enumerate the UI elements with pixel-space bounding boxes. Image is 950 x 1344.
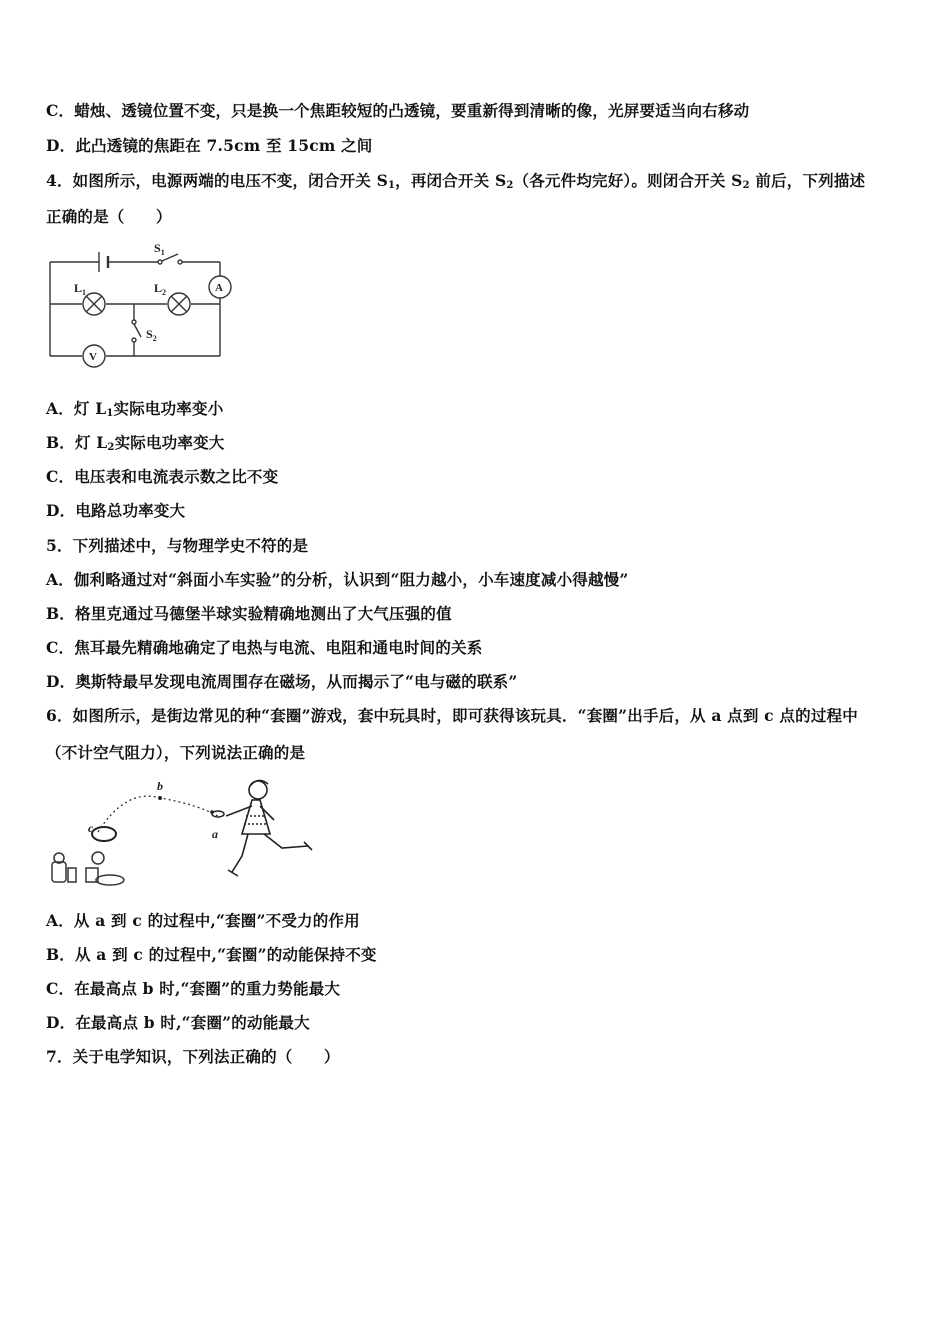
q4-stem-part: 前后，下列描述 bbox=[749, 171, 866, 190]
label-b: b bbox=[157, 779, 163, 793]
q6-stem: 6．如图所示，是街边常见的种“套圈”游戏，套中玩具时，即可获得该玩具．“套圈”出手后，从 a 点到 c 点的过程中 bbox=[46, 706, 858, 725]
q6-option-d: D．在最高点 b 时,“套圈”的动能最大 bbox=[46, 1013, 310, 1032]
q7-stem: 7．关于电学知识，下列法正确的（ ） bbox=[46, 1047, 340, 1066]
option-text: B．灯 L bbox=[46, 433, 108, 452]
label-ammeter: A bbox=[215, 282, 223, 294]
q4-option-c: C．电压表和电流表示数之比不变 bbox=[46, 467, 279, 486]
q5-option-d: D．奥斯特最早发现电流周围存在磁场，从而揭示了“电与磁的联系” bbox=[46, 672, 518, 691]
trajectory-path bbox=[98, 796, 218, 832]
subscript: 2 bbox=[506, 180, 514, 191]
subscript: 1 bbox=[387, 180, 396, 191]
subscript: 1 bbox=[106, 408, 114, 419]
q6-option-b: B．从 a 到 c 的过程中,“套圈”的动能保持不变 bbox=[46, 945, 377, 964]
switch-s2-blade bbox=[134, 324, 141, 337]
label-l2: $L_2$ bbox=[154, 281, 167, 297]
ring-toss-figure bbox=[46, 776, 316, 891]
label-c: c bbox=[88, 821, 94, 835]
point-b bbox=[158, 796, 162, 800]
q6-stem-line2: （不计空气阻力），下列说法正确的是 bbox=[46, 743, 306, 762]
label-l1: $L_1$ bbox=[74, 281, 87, 297]
option-text: A．灯 L bbox=[46, 399, 107, 418]
q6-option-c: C．在最高点 b 时,“套圈”的重力势能最大 bbox=[46, 979, 341, 998]
label-s1: $S_1$ bbox=[154, 241, 165, 257]
q5-stem: 5．下列描述中，与物理学史不符的是 bbox=[46, 536, 309, 555]
subscript: 2 bbox=[742, 180, 750, 191]
q5-option-b: B．格里克通过马德堡半球实验精确地测出了大气压强的值 bbox=[46, 604, 452, 623]
q4-option-d: D．电路总功率变大 bbox=[46, 501, 186, 520]
label-s2: $S_2$ bbox=[146, 327, 157, 343]
q5-option-a: A．伽利略通过对“斜面小车实验”的分析，认识到“阻力越小，小车速度减小得越慢” bbox=[46, 570, 629, 589]
ring-in-flight bbox=[92, 827, 116, 841]
q5-option-c: C．焦耳最先精确地确定了电热与电流、电阻和通电时间的关系 bbox=[46, 638, 483, 657]
girl-figure bbox=[226, 780, 312, 876]
q4-option-b bbox=[46, 433, 224, 458]
toys bbox=[52, 852, 124, 885]
q4-stem-part: （各元件均完好）。则闭合开关 S bbox=[513, 171, 743, 190]
label-voltmeter: V bbox=[89, 351, 97, 363]
label-a: a bbox=[212, 827, 218, 841]
option-text: 实际电功率变小 bbox=[113, 399, 224, 418]
circuit-diagram bbox=[46, 240, 241, 368]
q4-stem-part: ，再闭合开关 S bbox=[395, 171, 507, 190]
q6-option-a: A．从 a 到 c 的过程中,“套圈”不受力的作用 bbox=[46, 911, 360, 930]
q3-option-d: D．此凸透镜的焦距在 7.5cm 至 15cm 之间 bbox=[46, 136, 373, 155]
subscript: 2 bbox=[107, 442, 115, 453]
q4-stem bbox=[46, 171, 865, 196]
q4-option-a bbox=[46, 399, 223, 424]
q4-stem-line2: 正确的是（ ） bbox=[46, 207, 172, 226]
q3-option-c: C．蜡烛、透镜位置不变，只是换一个焦距较短的凸透镜，要重新得到清晰的像，光屏要适当向右移动 bbox=[46, 101, 750, 120]
q4-stem-part: 4．如图所示，电源两端的电压不变，闭合开关 S bbox=[46, 171, 388, 190]
option-text: 实际电功率变大 bbox=[114, 433, 225, 452]
